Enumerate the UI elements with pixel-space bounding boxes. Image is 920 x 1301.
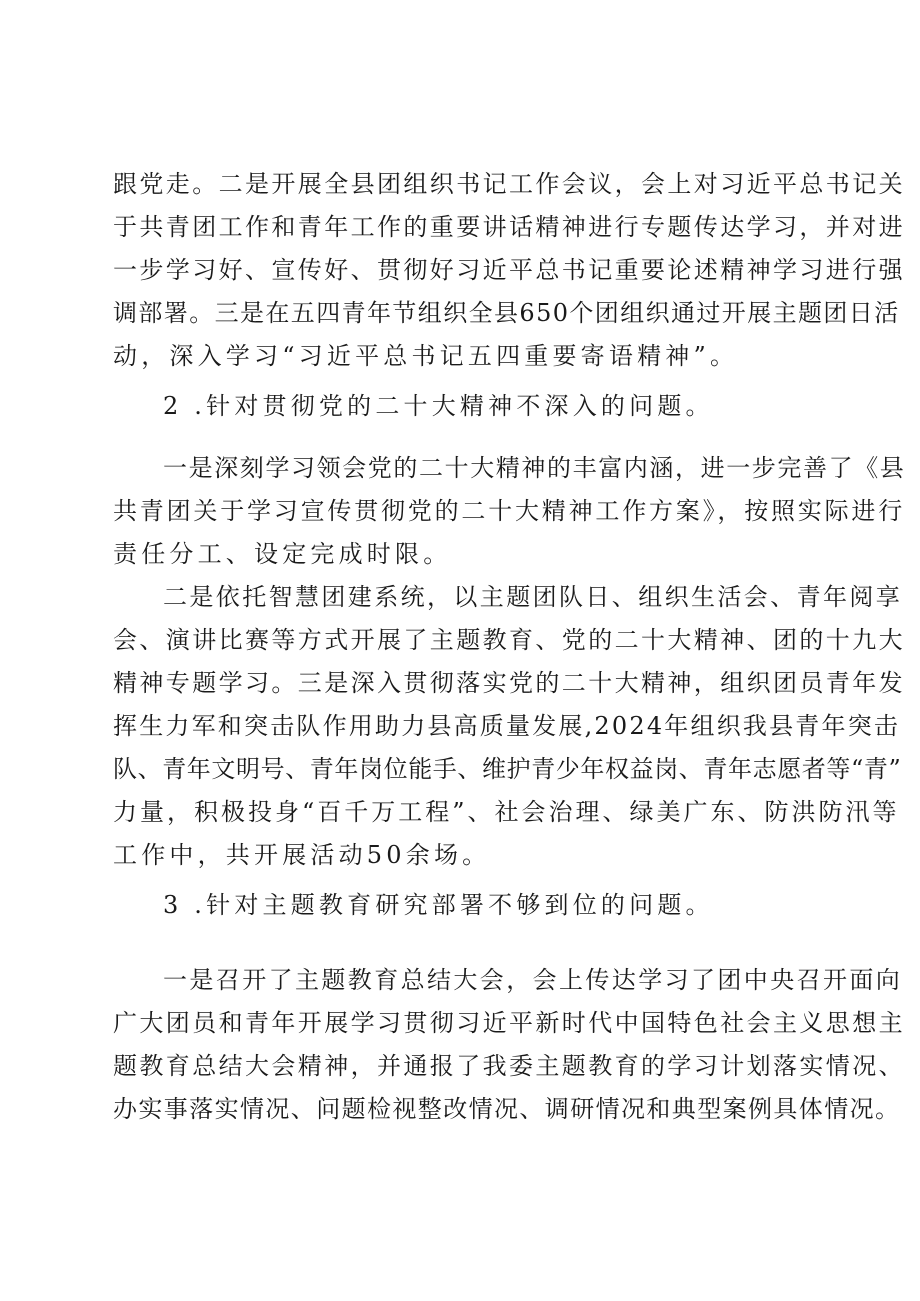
paragraph-4-line-2: 广大团员和青年开展学习贯彻习近平新时代中国特色社会主义思想主	[113, 1009, 905, 1037]
paragraph-1-line-2: 于共青团工作和青年工作的重要讲话精神进行专题传达学习，并对进	[113, 213, 905, 241]
paragraph-3-line-1: 二是依托智慧团建系统，以主题团队日、组织生活会、青年阅享	[163, 583, 903, 611]
paragraph-3-line-6: 力量，积极投身“百千万工程”、社会治理、绿美广东、防洪防汛等	[113, 798, 900, 826]
paragraph-3-line-3: 精神专题学习。三是深入贯彻落实党的二十大精神，组织团员青年发	[113, 669, 905, 697]
paragraph-2-line-1: 一是深刻学习领会党的二十大精神的丰富内涵，进一步完善了《县	[163, 454, 906, 482]
paragraph-3-line-7: 工作中，共开展活动50余场。	[113, 841, 491, 869]
paragraph-1-line-1: 跟党走。二是开展全县团组织书记工作会议，会上对习近平总书记关	[113, 170, 905, 198]
paragraph-4-line-1: 一是召开了主题教育总结大会，会上传达学习了团中央召开面向	[163, 966, 903, 994]
paragraph-3-line-2: 会、演讲比赛等方式开展了主题教育、党的二十大精神、团的十九大	[113, 626, 905, 654]
paragraph-1-line-5: 动，深入学习“习近平总书记五四重要寄语精神”。	[113, 342, 739, 370]
paragraph-4-line-3: 题教育总结大会精神，并通报了我委主题教育的学习计划落实情况、	[113, 1052, 905, 1080]
paragraph-3-line-5: 队、青年文明号、青年岗位能手、维护青少年权益岗、青年志愿者等“青”	[113, 755, 902, 783]
section-heading-2: 2 .针对贯彻党的二十大精神不深入的问题。	[163, 392, 714, 420]
paragraph-1-line-4: 调部署。三是在五四青年节组织全县650个团组织通过开展主题团日活	[113, 299, 900, 327]
section-heading-3: 3 .针对主题教育研究部署不够到位的问题。	[163, 891, 714, 919]
paragraph-4-line-4: 办实事落实情况、问题检视整改情况、调研情况和典型案例具体情况。	[113, 1095, 901, 1123]
paragraph-2-line-2: 共青团关于学习宣传贯彻党的二十大精神工作方案》，按照实际进行	[113, 497, 905, 525]
paragraph-3-line-4: 挥生力军和突击队作用助力县高质量发展,2024年组织我县青年突击	[113, 712, 901, 740]
paragraph-2-line-3: 责任分工、设定完成时限。	[113, 540, 452, 568]
paragraph-1-line-3: 一步学习好、宣传好、贯彻好习近平总书记重要论述精神学习进行强	[113, 256, 905, 284]
